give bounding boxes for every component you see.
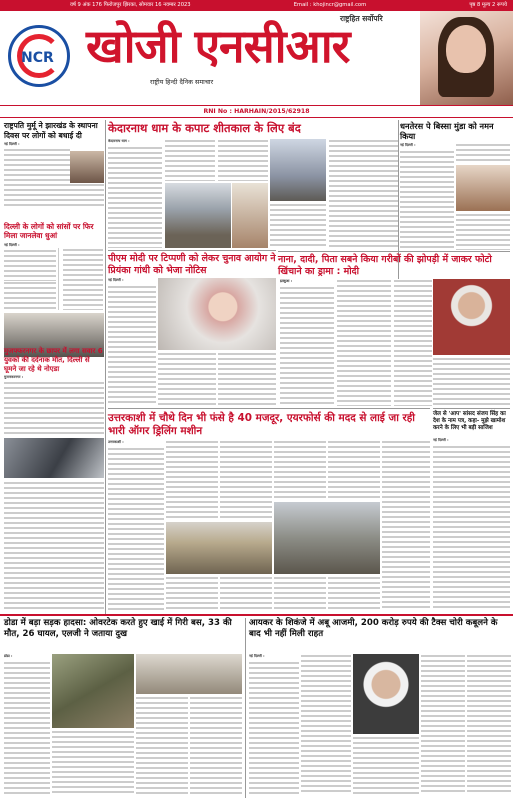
headline: राष्ट्रपति मुर्मू ने झारखंड के स्थापना दिवस पर लोगों को बधाई दी	[4, 121, 104, 140]
story-abu-azmi	[249, 618, 511, 640]
logo-text: NCR	[21, 50, 54, 66]
newspaper-subtitle: राष्ट्रीय हिन्दी दैनिक समाचार	[150, 78, 214, 86]
headline: धनतेरस पे बिस्सा मुंडा को नमन किया	[400, 121, 494, 141]
newspaper-title: खोजी एनसीआर	[86, 19, 350, 73]
kedarnath-temple-photo	[165, 183, 231, 248]
headline: मुजफ्फरनगर के छापर में लगा सवार 6 युवकों की दर्दनाक मौत, दिल्ली से घूमने जा रहे थे नोएडा	[4, 347, 103, 373]
email-link[interactable]: Email : khojincr@gmail.com	[293, 2, 367, 8]
rni-strip: RNI No : HARHAIN/2015/62918	[0, 105, 513, 118]
birsa-munda-photo	[456, 165, 510, 211]
story-priyanka	[108, 250, 276, 276]
story-muzaffarnagar	[4, 347, 104, 435]
byline: नई दिल्ली :	[4, 142, 20, 147]
president-photo	[70, 151, 104, 183]
story-kedarnath	[108, 121, 398, 136]
headline: आयकर के शिकंजे में अबू आजमी, 200 करोड़ रुपये की टैक्स चोरी कबूलने के बाद भी नहीं मिली राहत	[249, 618, 498, 639]
kedarnath-priest-photo	[232, 183, 268, 248]
headline: उत्तरकाशी में चौथे दिन भी फंसे है 40 मजदूर, एयरफोर्स की मदद से लाई जा रही भारी ऑगर ड्रिलिंग मशीन	[108, 412, 415, 437]
bus-accident-photo	[52, 654, 134, 728]
masthead	[0, 11, 513, 105]
accident-car-photo	[4, 438, 104, 478]
tunnel-rescue-photo	[166, 522, 272, 574]
headline: केदारनाथ धाम के कपाट शीतकाल के लिए बंद	[108, 121, 301, 135]
masthead-portrait-photo	[420, 11, 513, 105]
story-uttarkashi-tunnel	[108, 408, 430, 438]
byline: नई दिल्ली :	[108, 278, 124, 282]
story-delhi-smog	[4, 222, 104, 357]
accident-rescue-photo	[136, 654, 242, 694]
byline: नई दिल्ली :	[400, 143, 416, 147]
byline: झाबुआ :	[280, 279, 293, 283]
byline: मुजफ्फरनगर :	[4, 375, 24, 380]
story-doda-accident	[4, 618, 244, 640]
headline: पीएम मोदी पर टिप्पणी को लेकर चुनाव आयोग ने प्रियंका गांधी को भेजा नोटिस	[108, 253, 276, 276]
modi-photo	[433, 279, 510, 355]
byline: नई दिल्ली :	[4, 242, 20, 247]
byline: केदारनाथ धाम :	[108, 139, 130, 143]
page-price: पृष्ठ 8 मूल्य 2 रूपये	[469, 2, 507, 8]
priyanka-photo	[158, 278, 276, 350]
byline: नई दिल्ली :	[249, 654, 265, 658]
issue-info: वर्ष 9 अंक 176 फिरोजपुर झिरका, सोमवार 16 नवम्बर 2023	[70, 2, 191, 8]
headline: नाना, दादी, पिता सबने किया गरीबों की झोपड़ी में जाकर फोटो खिंचाने का ड्रामा : मोदी	[278, 254, 492, 277]
story-modi	[278, 251, 510, 277]
aqi-list	[58, 248, 104, 310]
byline: उत्तरकाशी :	[108, 440, 124, 444]
story-president	[4, 121, 104, 206]
story-sanjay-singh	[433, 408, 510, 431]
headline: दिल्ली के लोगों को सांसों पर फिर मिला जानलेवा धुआं	[4, 222, 94, 241]
brand-tagline: राष्ट्रहित सर्वोपरि	[340, 14, 383, 23]
newspaper-logo	[8, 25, 70, 87]
top-info-bar	[0, 0, 513, 11]
kedarnath-crowd-photo	[270, 139, 326, 201]
byline: नई दिल्ली :	[433, 438, 449, 442]
headline: जेल से 'आप' सांसद संजय सिंह का देश के नाम पत्र, कहा- मुझे खामोश करने के लिए भी बड़ी साजिश	[433, 411, 506, 431]
byline: डोडा :	[4, 654, 13, 658]
abu-azmi-photo	[353, 654, 419, 734]
story-dhanteras	[400, 121, 510, 141]
headline: डोडा में बड़ा सड़क हादसा: ओवरटेक करते हुए खाई में गिरी बस, 33 की मौत, 26 घायल, एलजी ने जताया दुख	[4, 618, 232, 639]
tunnel-site-photo	[274, 502, 380, 574]
